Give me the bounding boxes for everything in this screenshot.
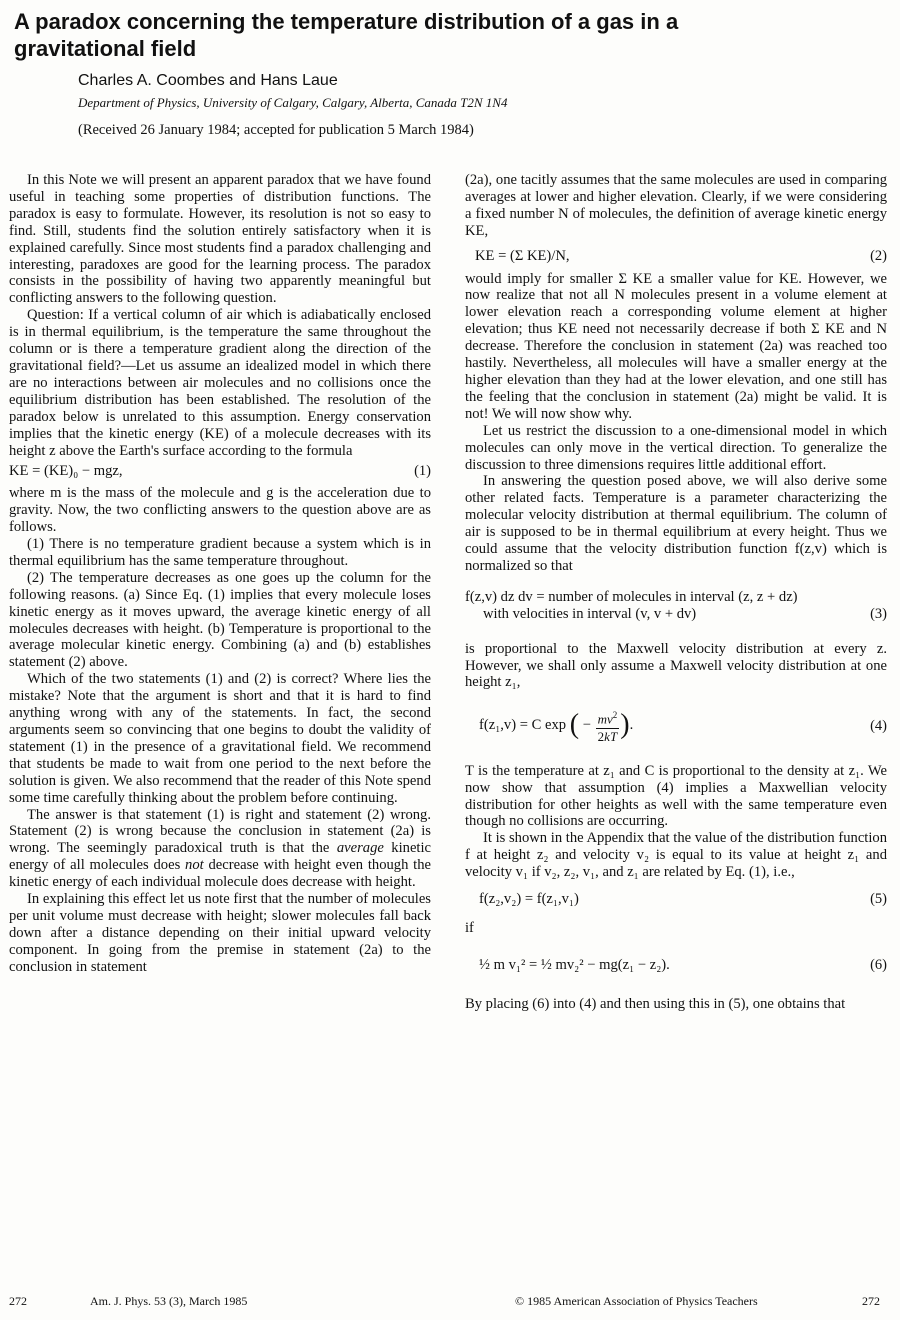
equation-2-number: (2) bbox=[870, 247, 887, 264]
affiliation: Department of Physics, University of Calgary, Calgary, Alberta, Canada T2N 1N4 bbox=[78, 95, 508, 110]
paren-right: ) bbox=[620, 709, 630, 741]
equation-4-lhs: f(z₁,v) = C exp bbox=[479, 717, 567, 734]
page-number-left: 272 bbox=[9, 1294, 27, 1308]
equation-6-number: (6) bbox=[870, 956, 887, 973]
equation-4-number: (4) bbox=[870, 717, 887, 734]
text-span: decrease with height even though the kinetic energy of each individual molecule does decrease with height. bbox=[9, 857, 431, 891]
equation-1-body: KE = (KE)₀ − mgz, bbox=[9, 463, 123, 480]
paren-left: ( bbox=[569, 709, 580, 741]
paragraph: (2) The temperature decreases as one goes up the column for the following reasons. (a) Since Eq. (1) implies that every molecule loses kinetic energy as it moves upward, the average kinetic energy of all molecules decreases with height. (b) Temperature is proportional to the average molecular kinetic energy. Combining (a) and (b) establishes statement (2) above. bbox=[9, 569, 431, 671]
paragraph: By placing (6) into (4) and then using this in (5), one obtains that bbox=[465, 995, 846, 1012]
paragraph: Which of the two statements (1) and (2) is correct? Where lies the mistake? Note that the argument is short and that it is hard to find anything wrong with any of the statements. In fact, the second arguments seem so convincing that one begins to doubt the validity of statement (1) in the presence of a gravitational field. We recommend that students be made to wait from one period to the next before the solution is given. We also recommend that the reader of this Note spend some time carefully thinking about the problem before continuing. bbox=[9, 671, 431, 806]
paragraph: (2a), one tacitly assumes that the same molecules are used in comparing averages at lower and higher elevation. Clearly, if we were considering a fixed number N of molecules, the definition of average kinetic energy KE, bbox=[465, 172, 887, 239]
paragraph: It is shown in the Appendix that the value of the distribution function f at height z₂ and velocity v₂ is equal to its value at height z₁ and velocity v₁ if v₂, z₂, v₁, and z₁ are related by Eq. (1), i.e., bbox=[465, 830, 887, 881]
equation-5-number: (5) bbox=[870, 891, 887, 908]
equation-5 bbox=[479, 891, 887, 908]
equation-1 bbox=[9, 463, 431, 480]
equation-5-body: f(z₂,v₂) = f(z₁,v₁) bbox=[479, 891, 579, 908]
equation-4-fraction bbox=[596, 707, 620, 744]
equation-6-body: ½ m v₁² = ½ mv₂² − mg(z₁ − z₂). bbox=[479, 956, 670, 973]
paragraph: In explaining this effect let us note first that the number of molecules per unit volume must decrease with height; slower molecules fall back down after a distance depending on their initial upward velocity component. In going from the premise in statement (2a) to the conclusion in statement bbox=[9, 891, 431, 975]
equation-4-body: f(z₁,v) = C exp ( − $\frac{mv^2}{2kT}$ ). bbox=[479, 707, 633, 744]
equation-2-body: KE = (Σ KE)/N, bbox=[475, 247, 570, 264]
paragraph: would imply for smaller Σ KE a smaller value for KE. However, we now realize that not all N molecules present in a volume element at lower elevation reach a corresponding volume element at higher elevation; thus KE need not necessarily decrease if both Σ KE and N decrease. Therefore the conclusion in statement (2a) was reached too hastily. Nevertheless, all molecules will have a smaller energy at the higher elevation than they had at the lower elevation, and one still has the feeling that the conclusion in statement (2a) might be valid. It is not! We will now show why. bbox=[465, 270, 887, 422]
equation-1-number: (1) bbox=[414, 463, 431, 480]
paragraph: Question: If a vertical column of air which is adiabatically enclosed is in thermal equilibrium, is the temperature the same throughout the column or is there a temperature gradient along the direction of the gravitational field?—Let us assume an idealized model in which there are no interactions between air molecules and no collisions once the equilibrium distribution has been established. The resolution of the paradox below is unrelated to this assumption. Energy conservation implies that the kinetic energy (KE) of a molecule decreases with its height z above the Earth's surface according to the formula bbox=[9, 307, 431, 459]
paragraph: T is the temperature at z₁ and C is proportional to the density at z₁. We now show that assumption (4) implies a Maxwellian velocity distribution for other heights as well with the same temperature even though no collisions are occurring. bbox=[465, 762, 887, 830]
paragraph: In this Note we will present an apparent paradox that we have found useful in teaching some properties of distribution functions. The paradox is easy to formulate. However, its resolution is not so easy to find. Still, students find the solution entirely satisfactory when it is explained carefully. Since most students find a paradox challenging and interesting, paradoxes are good for the learning process. The paradox consists in the possibility of having two apparently meaningful but conflicting answers to the following question. bbox=[9, 172, 431, 307]
page-number-right: 272 bbox=[862, 1294, 880, 1308]
paragraph: Let us restrict the discussion to a one-dimensional model in which molecules can only move in the vertical direction. To generalize the discussion to three dimensions requires little additional effort. bbox=[465, 422, 887, 473]
paragraph: In answering the question posed above, we will also derive some other related facts. Temperature is a parameter characterizing the molecular velocity distribution at thermal equilibrium. The column of air is supposed to be in thermal equilibrium at every height. Thus we could assume that the velocity distribution function f(z,v) which is normalized so that bbox=[465, 473, 887, 574]
equation-3-line-2: with velocities in interval (v, v + dv) bbox=[483, 605, 697, 622]
paragraph: is proportional to the Maxwell velocity distribution at every z. However, we shall only assume a Maxwell velocity distribution at one height z₁, bbox=[465, 640, 887, 691]
equation-3-line-1: f(z,v) dz dv = number of molecules in interval (z, z + dz) bbox=[465, 588, 798, 605]
fraction-numerator: $mv^2$ bbox=[596, 707, 620, 728]
copyright: © 1985 American Association of Physics Teachers bbox=[515, 1294, 758, 1308]
emphasis: not bbox=[185, 857, 204, 874]
equation-3 bbox=[465, 589, 887, 623]
emphasis: average bbox=[336, 840, 384, 857]
paragraph bbox=[9, 807, 431, 892]
equation-4 bbox=[479, 707, 887, 744]
right-column bbox=[465, 172, 887, 1013]
text-span: kinetic energy of all molecules does bbox=[9, 840, 432, 874]
received-date: (Received 26 January 1984; accepted for publication 5 March 1984) bbox=[78, 122, 474, 138]
paragraph: where m is the mass of the molecule and g is the acceleration due to gravity. Now, the two conflicting answers to the question above are as follows. bbox=[9, 485, 431, 536]
left-column bbox=[9, 172, 431, 976]
text-span: The answer is that statement (1) is right and statement (2) wrong. Statement (2) is wrong because the conclusion in statement (2a) is wrong. The seemingly paradoxical truth is that the bbox=[9, 806, 431, 857]
journal-citation: Am. J. Phys. 53 (3), March 1985 bbox=[90, 1294, 248, 1308]
equation-2 bbox=[475, 248, 887, 265]
equation-6 bbox=[479, 957, 887, 974]
paper-title: A paradox concerning the temperature distribution of a gas in a gravitational field bbox=[14, 9, 679, 61]
paragraph: (1) There is no temperature gradient because a system which is in thermal equilibrium has the same temperature throughout. bbox=[9, 536, 431, 569]
equation-3-row bbox=[465, 606, 887, 623]
equation-3-number: (3) bbox=[870, 605, 887, 622]
if-word: if bbox=[465, 919, 474, 936]
authors: Charles A. Coombes and Hans Laue bbox=[78, 72, 338, 89]
fraction-denominator: 2kT bbox=[597, 728, 618, 744]
